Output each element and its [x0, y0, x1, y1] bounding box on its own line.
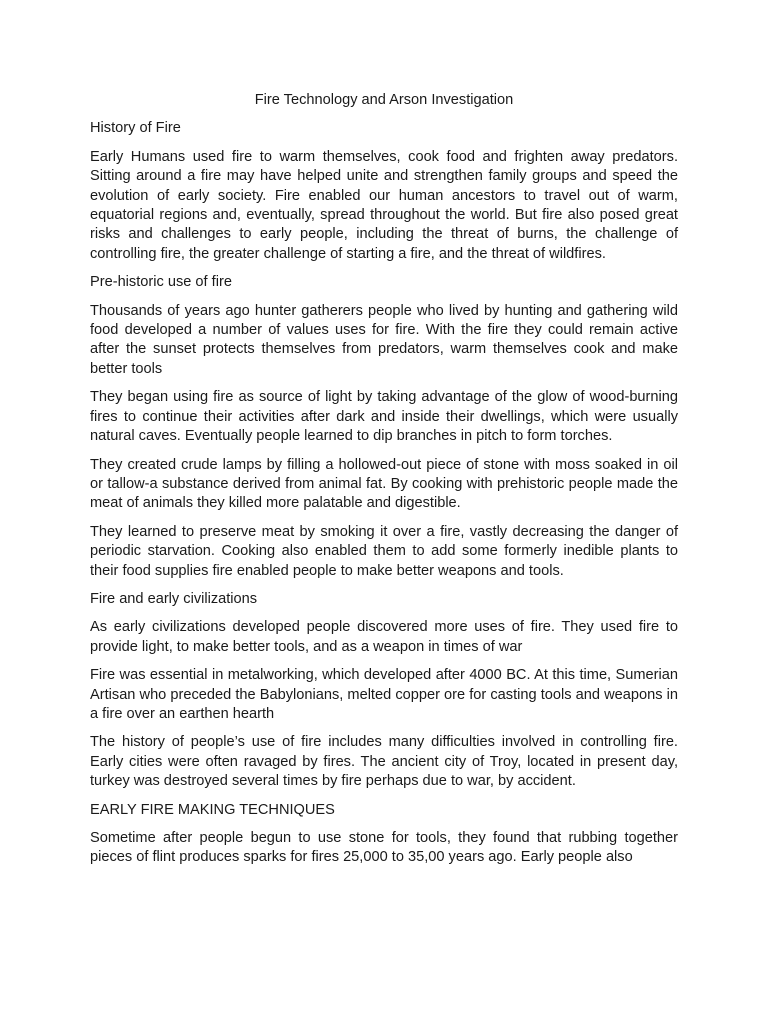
paragraph: They began using fire as source of light by taking advantage of the glow of wood-burning fires to continue their activities after dark and inside their dwellings, which were usually natural caves. Eventually people learned to dip branches in pitch to form torches.	[90, 389, 678, 445]
paragraph: The history of people’s use of fire includes many difficulties involved in controlling fire. Early cities were often ravaged by fires. The ancient city of Troy, located in present day, turkey was destroyed several times by fire perhaps due to war, by accident.	[90, 734, 678, 790]
section-heading: Pre-historic use of fire	[90, 274, 232, 291]
paragraph: They created crude lamps by filling a hollowed-out piece of stone with moss soaked in oil or tallow-a substance derived from animal fat. By cooking with prehistoric people made the meat of animals they killed more palatable and digestible.	[90, 456, 678, 512]
paragraph: Thousands of years ago hunter gatherers people who lived by hunting and gathering wild food developed a number of values uses for fire. With the fire they could remain active after the sunset protects themselves from predators, warm themselves cook and make better tools	[90, 302, 678, 377]
paragraph: Fire was essential in metalworking, which developed after 4000 BC. At this time, Sumerian Artisan who preceded the Babylonians, melted copper ore for casting tools and weapons in a fire over an earthen hearth	[90, 667, 678, 722]
paragraph: As early civilizations developed people discovered more uses of fire. They used fire to provide light, to make better tools, and as a weapon in times of war	[90, 619, 678, 655]
paragraph: They learned to preserve meat by smoking it over a fire, vastly decreasing the danger of periodic starvation. Cooking also enabled them to add some formerly inedible plants to their food supplies fire enabled people to make better weapons and tools.	[90, 523, 678, 579]
section-heading: Fire and early civilizations	[90, 590, 258, 607]
section-heading: EARLY FIRE MAKING TECHNIQUES	[90, 801, 335, 818]
paragraph: Early Humans used fire to warm themselves, cook food and frighten away predators. Sitting around a fire may have helped unite and strengthen family groups and speed the evolution of early society. Fire enabled our human ancestors to travel out of warm, equatorial regions and, eventually, spread throughout the world. But fire also posed great risks and challenges to early people, including the threat of burns, the challenge of controlling fire, the greater challenge of starting a fire, and the threat of wildfires.	[90, 148, 678, 262]
paragraph: Sometime after people begun to use stone for tools, they found that rubbing together pieces of flint produces sparks for fires 25,000 to 35,00 years ago. Early people also	[90, 830, 678, 866]
document-title: Fire Technology and Arson Investigation	[254, 92, 514, 108]
section-heading: History of Fire	[90, 120, 181, 137]
document-page	[90, 91, 678, 877]
